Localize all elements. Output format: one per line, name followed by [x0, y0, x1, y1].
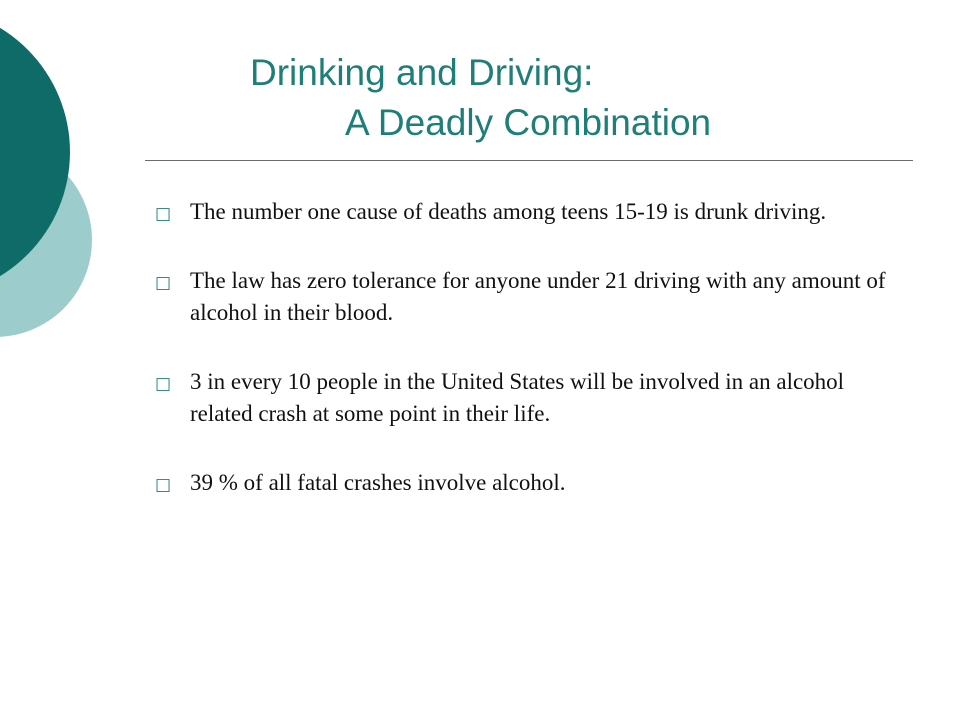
bullet-item — [150, 265, 910, 329]
slide-title — [250, 48, 930, 148]
bullet-item — [150, 366, 910, 430]
bullet-item — [150, 196, 910, 228]
hollow-square-bullet-icon: □ — [155, 475, 172, 495]
bullet-text: 3 in every 10 people in the United States will be involved in an alcohol related crash at some point in their life. — [190, 369, 845, 426]
teal-circles-decoration — [0, 0, 110, 380]
bullet-text: 39 % of all fatal crashes involve alcohol. — [190, 470, 566, 495]
bullet-list — [150, 196, 910, 536]
hollow-square-bullet-icon: □ — [155, 273, 172, 293]
bullet-text: The law has zero tolerance for anyone under 21 driving with any amount of alcohol in their blood. — [190, 268, 886, 325]
title-divider — [145, 160, 913, 161]
slide-title-line-1: Drinking and Driving: — [250, 52, 594, 93]
slide-title-line-2: A Deadly Combination — [345, 102, 712, 143]
bullet-item — [150, 467, 910, 499]
bullet-text: The number one cause of deaths among teens 15-19 is drunk driving. — [190, 199, 827, 224]
hollow-square-bullet-icon: □ — [155, 374, 172, 394]
hollow-square-bullet-icon: □ — [155, 204, 172, 224]
